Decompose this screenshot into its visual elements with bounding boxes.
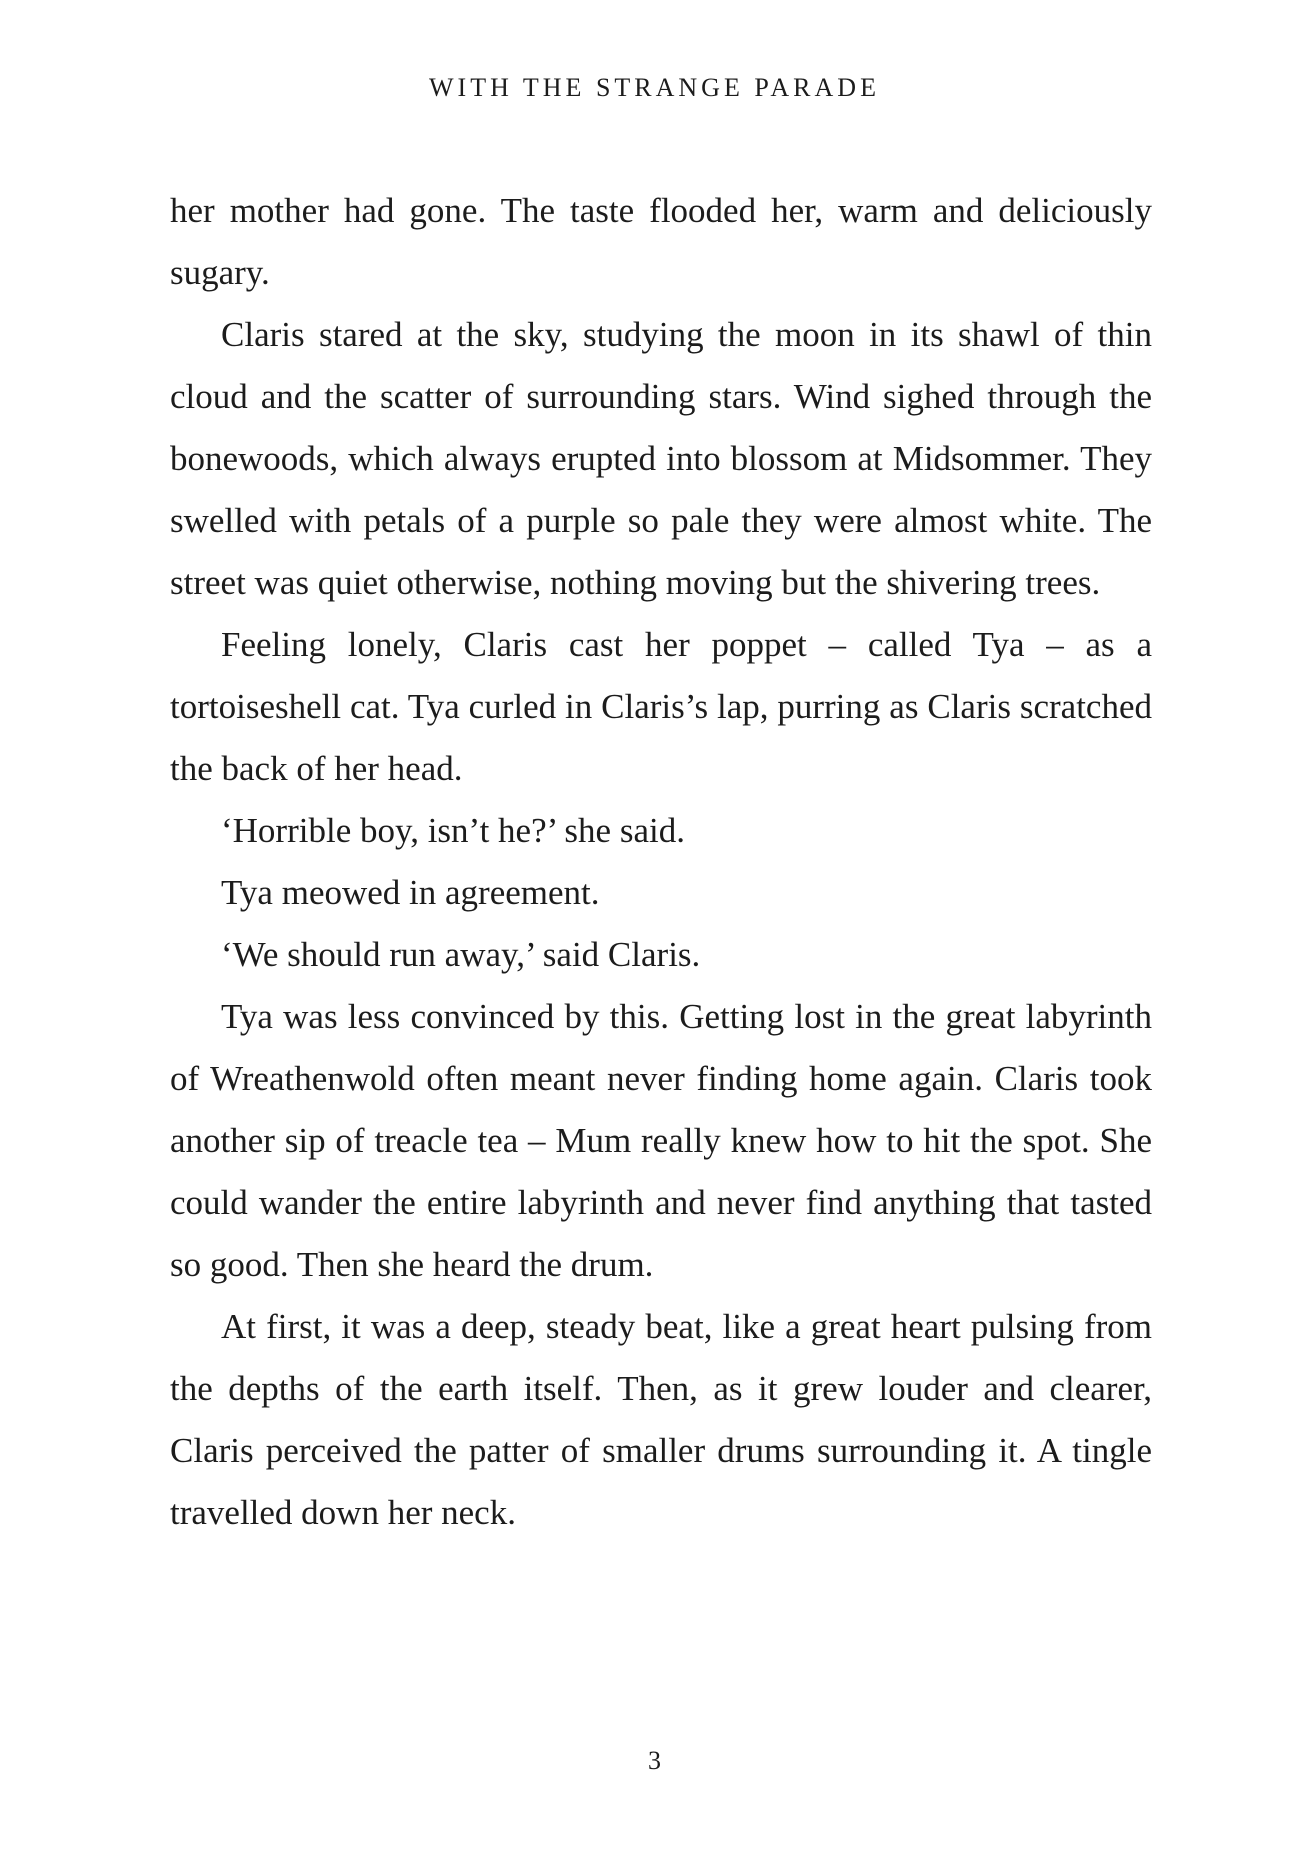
page-number: 3 [648, 1746, 661, 1775]
paragraph: Feeling lonely, Claris cast her poppet – called Tya – as a tortoiseshell cat. Tya curled in Claris’s lap, purring as Claris scratched the back of her head. [170, 625, 1152, 788]
paragraph: At first, it was a deep, steady beat, like a great heart pulsing from the depths of the earth itself. Then, as it grew louder and clearer, Claris perceived the patter of smaller drums surrounding it. A tingle travelled down her neck. [170, 1307, 1152, 1532]
paragraph-continued: her mother had gone. The taste flooded her, warm and deliciously sugary. [170, 191, 1152, 292]
body-text [170, 180, 1152, 1544]
paragraph: ‘We should run away,’ said Claris. [221, 935, 701, 974]
paragraph: Tya meowed in agreement. [221, 873, 600, 912]
running-head: WITH THE STRANGE PARADE [429, 73, 880, 102]
paragraph: ‘Horrible boy, isn’t he?’ she said. [221, 811, 685, 850]
paragraph: Tya was less convinced by this. Getting lost in the great labyrinth of Wreathenwold often meant never finding home again. Claris took another sip of treacle tea – Mum really knew how to hit the spot. She could wander the entire labyrinth and never find anything that tasted so good. Then she heard the drum. [170, 997, 1152, 1284]
paragraph: Claris stared at the sky, studying the moon in its shawl of thin cloud and the scatter of surrounding stars. Wind sighed through the bonewoods, which always erupted into blossom at Midsommer. They swelled with petals of a purple so pale they were almost white. The street was quiet otherwise, nothing moving but the shivering trees. [170, 315, 1152, 602]
